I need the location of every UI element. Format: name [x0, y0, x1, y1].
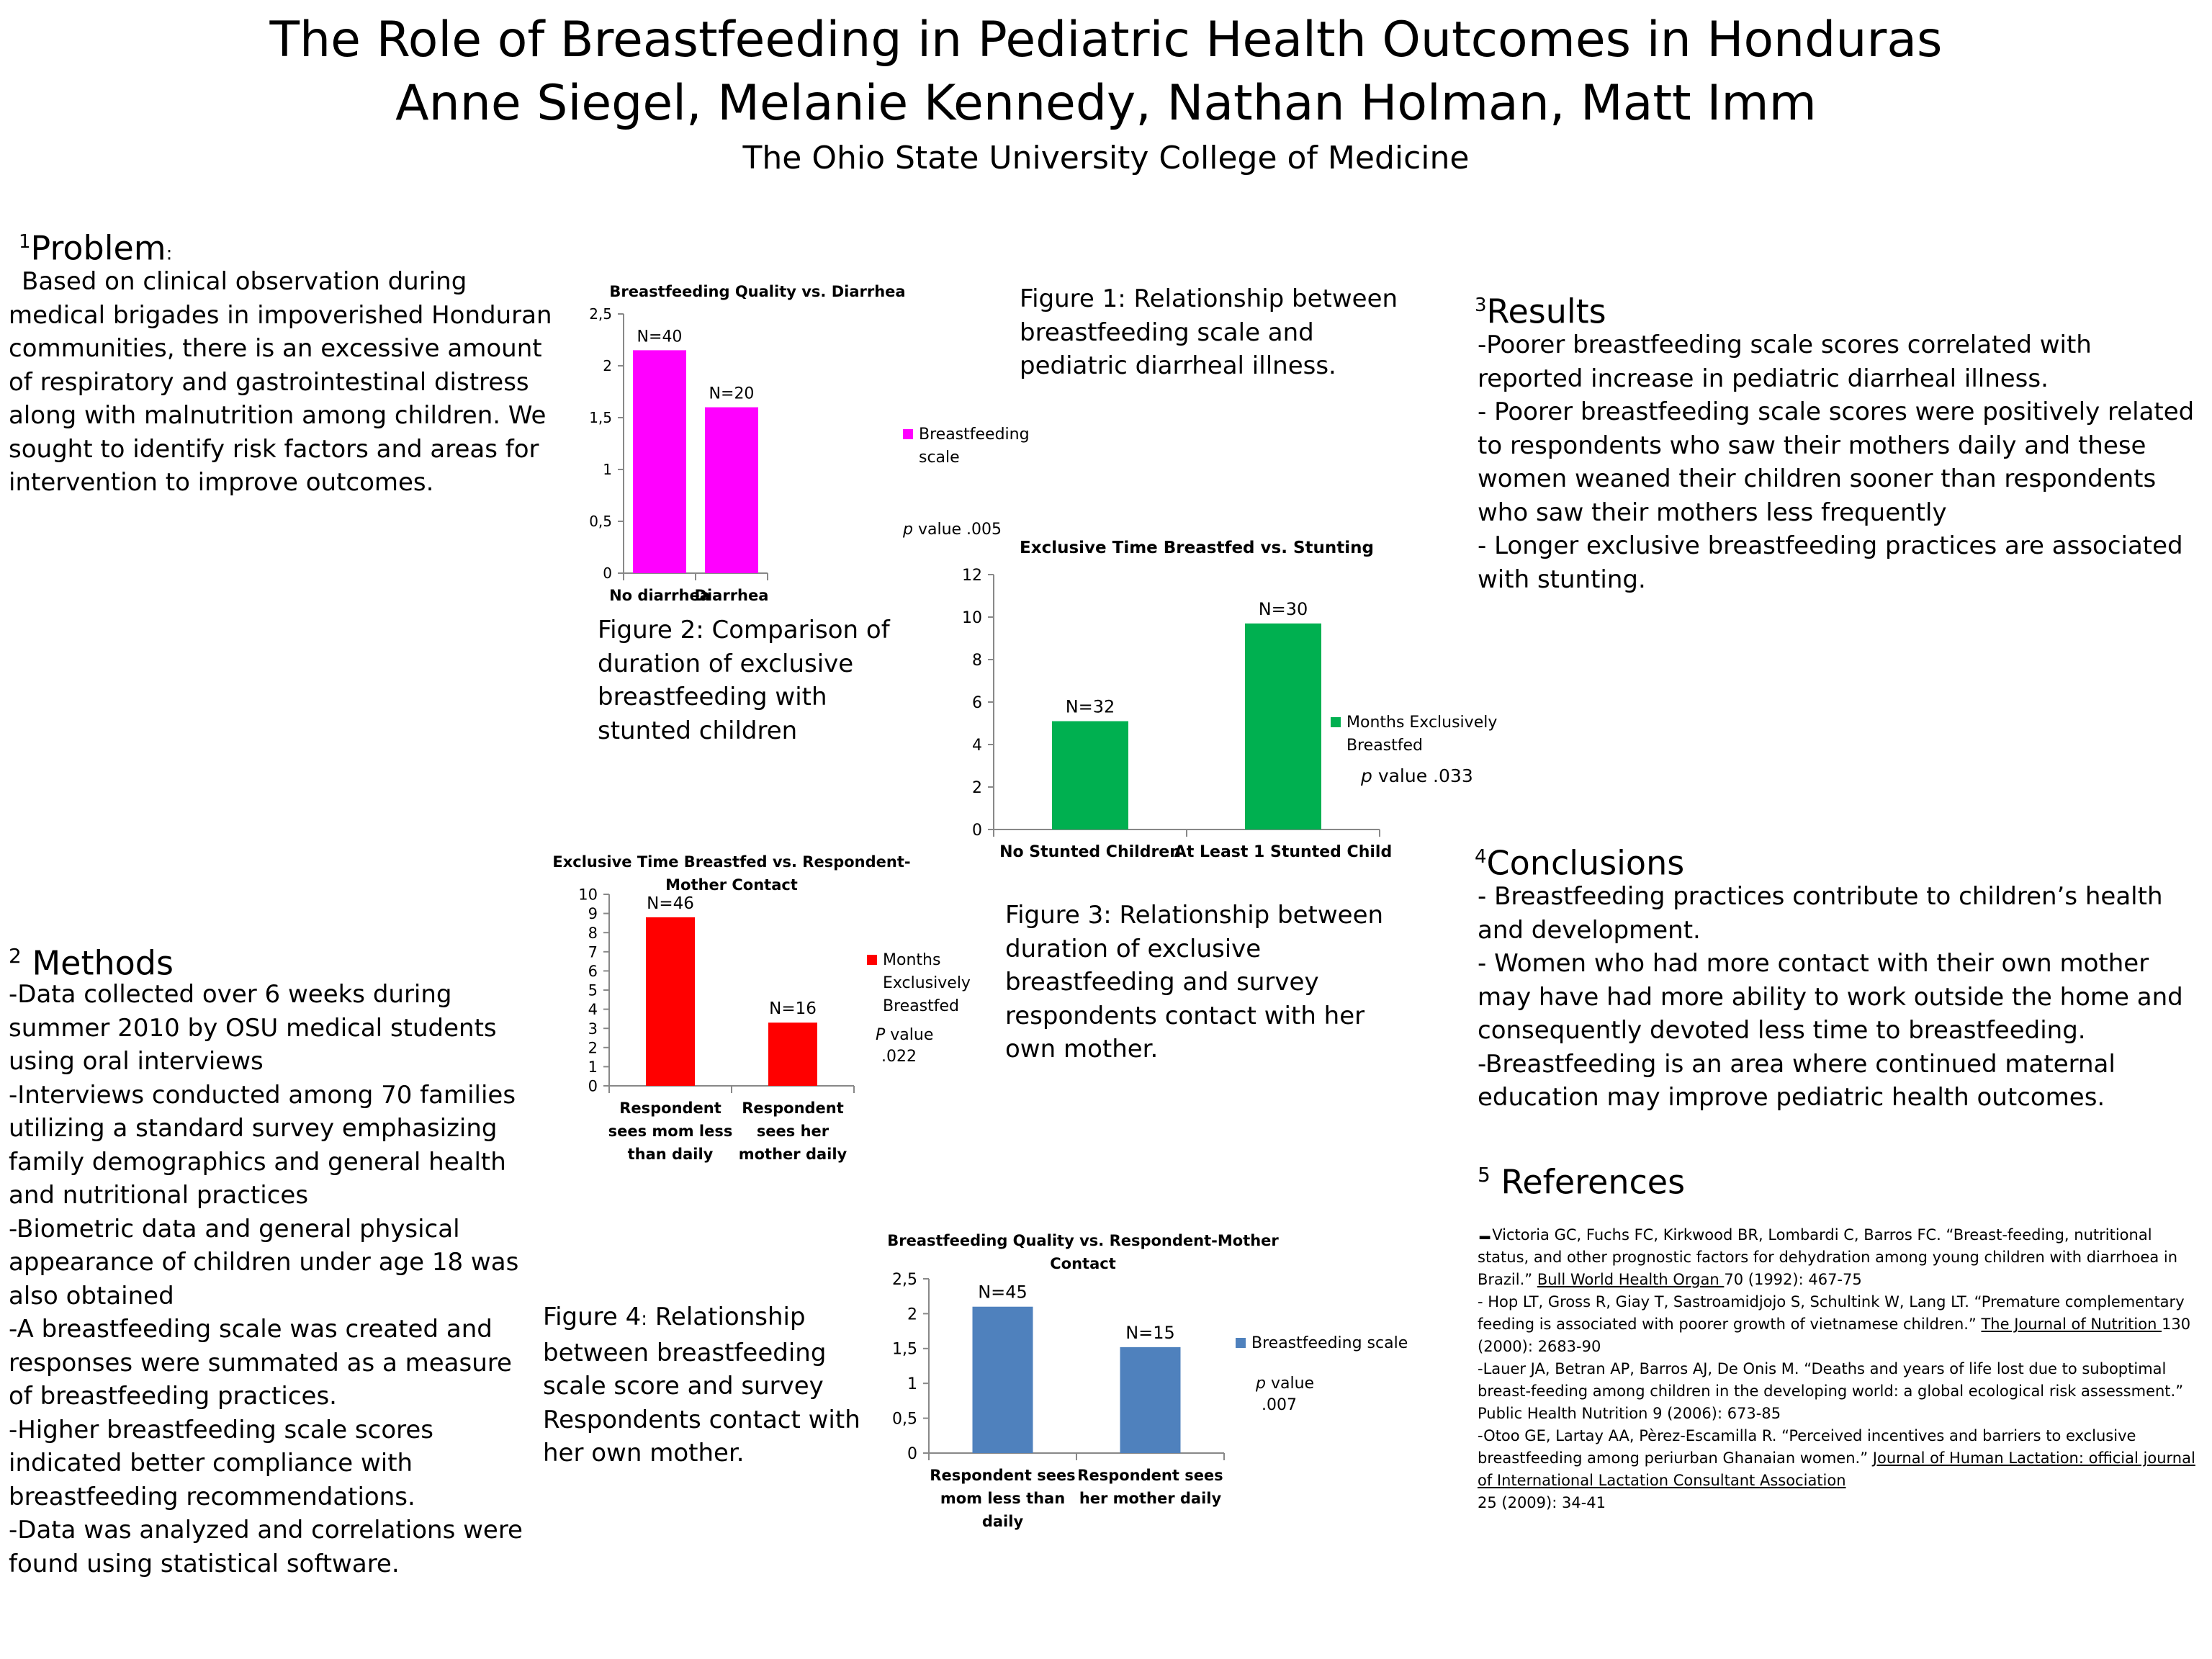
chart3-bar — [768, 1022, 817, 1086]
chart2-y-tick-label: 12 — [962, 566, 982, 585]
chart1-y-tick-label: 1,5 — [589, 409, 612, 427]
chart2-y-tick-label: 10 — [962, 608, 982, 627]
conclusions-line: - Breastfeeding practices contribute to children’s health and development. — [1478, 882, 2163, 945]
chart4-title: Contact — [1050, 1255, 1116, 1272]
figure-4-colon: : — [641, 1308, 648, 1330]
problem-heading-text: Problem — [30, 228, 166, 268]
methods-line: -A breastfeeding scale was created and responses were summated as a measure of breastfeeding practices. — [9, 1315, 512, 1411]
chart1-data-label: N=40 — [637, 328, 683, 346]
reference-item: -Otoo GE, Lartay AA, Pèrez-Escamilla R. “Perceived incentives and barriers to exclusive breastfeeding among periurban Ghanaian women.” Journal of Human Lactation: official journal of International Lactation Consultant Association — [1478, 1427, 2195, 1489]
reference-item: -Lauer JA, Betran AP, Barros AJ, De Onis M. “Deaths and years of life lost due to suboptimal breast-feeding among children in the developing world: a global ecological risk assessment.” Public Health Nutrition 9 (2006): 673-85 — [1478, 1360, 2184, 1422]
references-heading-text: References — [1501, 1162, 1686, 1202]
chart1-bar — [705, 408, 758, 573]
chart1-y-tick-label: 2 — [603, 357, 612, 375]
chart3-y-tick-label: 7 — [588, 943, 598, 961]
chart3-y-tick-label: 1 — [588, 1058, 598, 1076]
chart3-p-value: P value — [876, 1026, 934, 1044]
results-line: -Poorer breastfeeding scale scores correlated with reported increase in pediatric diarrheal illness. — [1478, 331, 2092, 393]
chart3-category-label: Respondent — [742, 1100, 844, 1117]
methods-number: 2 — [9, 944, 22, 968]
methods-line: -Interviews conducted among 70 families utilizing a standard survey emphasizing family demographics and general health and nutritional practices — [9, 1080, 516, 1210]
chart3-category-label: Respondent — [619, 1100, 721, 1117]
chart1-y-tick-label: 0 — [603, 565, 612, 583]
chart2-legend-label: Breastfed — [1346, 737, 1424, 755]
chart4-y-tick-label: 0,5 — [892, 1410, 917, 1429]
chart3-title: Mother Contact — [665, 876, 798, 894]
chart3-data-label: N=16 — [769, 999, 817, 1019]
methods-heading — [9, 936, 174, 983]
chart4-p-value-number: .007 — [1262, 1396, 1297, 1414]
chart1-y-tick-label: 1 — [603, 461, 612, 479]
chart4-category-label: mom less than — [940, 1490, 1066, 1507]
chart3-y-tick-label: 0 — [588, 1077, 598, 1095]
chart2-y-tick-label: 6 — [972, 693, 982, 712]
chart1-p-value: p value .005 — [903, 521, 1002, 539]
chart2-data-label: N=32 — [1065, 696, 1115, 717]
chart3-y-tick-label: 2 — [588, 1039, 598, 1057]
chart3-y-tick-label: 10 — [578, 886, 598, 904]
chart2-y-tick-label: 8 — [972, 651, 982, 670]
methods-line: -Biometric data and general physical appearance of children under age 18 was also obtained — [9, 1214, 519, 1310]
chart2-y-tick-label: 2 — [972, 778, 982, 797]
conclusions-number: 4 — [1475, 846, 1487, 868]
reference-item: 25 (2009): 34-41 — [1478, 1494, 1606, 1511]
chart1-legend-label: Breastfeeding — [919, 426, 1030, 444]
chart3-legend-label: Exclusively — [883, 974, 971, 992]
figure-4-text: Relationship between breastfeeding scale score and survey Respondents contact with her own mother. — [543, 1303, 860, 1467]
references-list — [1478, 1212, 2205, 1514]
chart3-title: Exclusive Time Breastfed vs. Respondent- — [552, 853, 911, 871]
chart4-p-value: p value — [1256, 1375, 1315, 1393]
chart4-legend-swatch — [1236, 1338, 1246, 1348]
conclusions-heading — [1475, 837, 1684, 883]
reference-journal-link[interactable]: Bull World Health Organ — [1537, 1271, 1725, 1288]
figure-3-caption: Figure 3: Relationship between duration of exclusive breastfeeding and survey respondents contact with her own mother. — [1005, 901, 1384, 1064]
chart3-data-label: N=46 — [647, 894, 694, 913]
chart1-category-label: No diarrhea — [609, 587, 710, 604]
methods-line: -Data collected over 6 weeks during summer 2010 by OSU medical students using oral interviews — [9, 980, 497, 1076]
chart1-title: Breastfeeding Quality vs. Diarrhea — [609, 283, 906, 300]
conclusions-line: -Breastfeeding is an area where continued maternal education may improve pediatric health outcomes. — [1478, 1049, 2116, 1112]
chart3-bar — [646, 917, 695, 1086]
results-text — [1478, 328, 2198, 596]
chart3-y-tick-label: 4 — [588, 1001, 598, 1019]
methods-text — [9, 978, 533, 1581]
chart2-data-label: N=30 — [1258, 598, 1308, 619]
results-heading — [1475, 285, 1606, 331]
chart2-category-label: No Stunted Children — [999, 843, 1181, 861]
figure-1-caption: Figure 1: Relationship between breastfeeding scale and pediatric diarrheal illness. — [1020, 284, 1398, 380]
figure-2-caption: Figure 2: Comparison of duration of exclusive breastfeeding with stunted children — [598, 616, 890, 745]
chart3-y-tick-label: 3 — [588, 1020, 598, 1038]
reference-journal-link[interactable]: Journal of Human Lactation: official journal of International Lactation Consultant Association — [1478, 1449, 2195, 1489]
chart1-bar — [633, 350, 686, 573]
chart4-title: Breastfeeding Quality vs. Respondent-Mother — [887, 1232, 1279, 1249]
reference-item: - Hop LT, Gross R, Giay T, Sastroamidjojo S, Schultink W, Lang LT. “Premature complementary feeding is associated with poorer growth of vietnamese children.” The Journal of Nutrition 130 (2000): 2683-90 — [1478, 1293, 2191, 1355]
chart3-legend-label: Breastfed — [883, 997, 960, 1015]
chart1-y-tick-label: 0,5 — [589, 513, 612, 531]
figure-4-label: Figure 4 — [543, 1303, 642, 1331]
poster-authors: Anne Siegel, Melanie Kennedy, Nathan Holman, Matt Imm — [395, 75, 1817, 132]
chart4-category-label: her mother daily — [1079, 1490, 1222, 1507]
references-heading — [1478, 1155, 1685, 1202]
chart3-y-tick-label: 6 — [588, 962, 598, 980]
chart3-category-label: sees her — [756, 1123, 830, 1140]
chart2-title: Exclusive Time Breastfed vs. Stunting — [1020, 539, 1374, 557]
chart4-y-tick-label: 2,5 — [892, 1270, 917, 1289]
chart1-legend-swatch — [903, 429, 913, 439]
conclusions-line: - Women who had more contact with their own mother may have had more ability to work outside the home and consequently devoted less time to breastfeeding. — [1478, 949, 2183, 1045]
chart4-y-tick-label: 2 — [907, 1305, 917, 1324]
reference-journal-link[interactable]: The Journal of Nutrition — [1981, 1316, 2162, 1333]
chart4-y-tick-label: 1 — [907, 1375, 917, 1394]
chart2-legend-swatch — [1331, 717, 1341, 727]
problem-text: Based on clinical observation during medical brigades in impoverished Honduran communities, there is an excessive amount of respiratory and gastrointestinal distress along with malnutrition among children. We sought to identify risk factors and areas for intervention to improve outcomes. — [9, 267, 552, 497]
chart4-y-tick-label: 0 — [907, 1444, 917, 1463]
conclusions-heading-text: Conclusions — [1486, 843, 1685, 883]
chart4-data-label: N=45 — [978, 1282, 1028, 1303]
chart4-bar — [1120, 1347, 1181, 1453]
chart4-y-tick-label: 1,5 — [892, 1340, 917, 1359]
chart1-legend-label: scale — [919, 449, 960, 467]
chart3-legend-label: Months — [883, 951, 941, 969]
methods-heading-text: Methods — [32, 943, 174, 983]
chart2-legend-label: Months Exclusively — [1346, 714, 1498, 732]
chart2-y-tick-label: 4 — [972, 736, 982, 755]
chart3-legend-swatch — [867, 955, 877, 965]
problem-colon: : — [166, 243, 173, 265]
results-heading-text: Results — [1486, 292, 1606, 331]
chart1-data-label: N=20 — [709, 385, 755, 403]
chart1-y-tick-label: 2,5 — [589, 305, 612, 323]
reference-item: -Victoria GC, Fuchs FC, Kirkwood BR, Lombardi C, Barros FC. “Breast-feeding, nutritional status, and other prognostic factors for dehydration among young children with diarrhoea in Brazil.” Bull World Health Organ 70 (1992): 467-75 — [1478, 1212, 2178, 1288]
poster-title: The Role of Breastfeeding in Pediatric Health Outcomes in Honduras — [269, 12, 1943, 68]
chart3-p-value-number: .022 — [881, 1048, 917, 1066]
conclusions-text — [1478, 880, 2198, 1115]
chart2-y-tick-label: 0 — [972, 821, 982, 840]
results-line: - Longer exclusive breastfeeding practices are associated with stunting. — [1478, 531, 2183, 594]
chart3-category-label: mother daily — [738, 1146, 848, 1163]
chart2-p-value: p value .033 — [1361, 765, 1473, 786]
chart4-legend-label: Breastfeeding scale — [1251, 1334, 1408, 1352]
chart3-y-tick-label: 5 — [588, 981, 598, 999]
methods-line: -Higher breastfeeding scale scores indicated better compliance with breastfeeding recommendations. — [9, 1415, 433, 1511]
references-number: 5 — [1478, 1163, 1491, 1187]
chart4-bar — [973, 1307, 1033, 1453]
results-line: - Poorer breastfeeding scale scores were positively related to respondents who saw their mothers daily and these women weaned their children sooner than respondents who saw their mothers less frequently — [1478, 397, 2195, 527]
results-number: 3 — [1475, 295, 1487, 316]
chart2-bar — [1245, 624, 1321, 830]
figure-4-caption — [543, 1300, 896, 1470]
chart3-category-label: than daily — [627, 1146, 714, 1163]
chart3-y-tick-label: 8 — [588, 924, 598, 942]
poster-affiliation: The Ohio State University College of Medicine — [742, 140, 1470, 176]
chart1-category-label: Diarrhea — [694, 587, 769, 604]
chart4-category-label: Respondent sees — [930, 1467, 1076, 1484]
chart4-data-label: N=15 — [1125, 1322, 1175, 1343]
chart4-category-label: Respondent sees — [1077, 1467, 1223, 1484]
chart3-y-tick-label: 9 — [588, 905, 598, 923]
chart3-category-label: sees mom less — [608, 1123, 733, 1140]
chart2-category-label: At Least 1 Stunted Child — [1174, 843, 1393, 861]
chart4-category-label: daily — [981, 1513, 1024, 1530]
methods-line: -Data was analyzed and correlations were found using statistical software. — [9, 1516, 523, 1578]
problem-number: 1 — [19, 231, 31, 253]
chart2-bar — [1052, 721, 1128, 830]
